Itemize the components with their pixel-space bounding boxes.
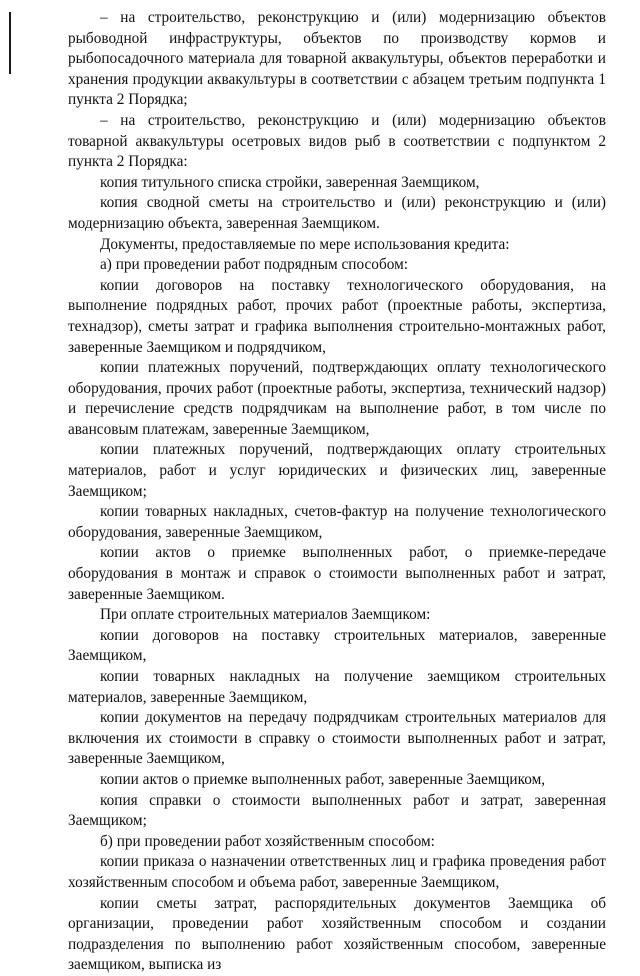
paragraph-9: копии платежных поручений, подтверждающих оплату строительных материалов, работ и услуг юридических и физических лиц, заверенные Заемщиком; xyxy=(68,441,606,500)
paragraph-20: копии сметы затрат, распорядительных документов Заемщика об организации, проведении работ хозяйственным способом и создании подразделения по выполнению работ хозяйственным способом, заверенные заемщиком, выписка из xyxy=(68,894,606,974)
paragraph-13: копии договоров на поставку строительных материалов, заверенные Заемщиком, xyxy=(68,626,606,665)
paragraph-1: – на строительство, реконструкцию и (или) модернизацию объектов рыбоводной инфраструктуры, объектов по производству кормов и рыбопосадочного материала для товарной аквакультуры, объектов переработки и хранения продукции аквакультуры в соответствии с абзацем третьим подпункта 1 пункта 2 Порядка; xyxy=(68,9,606,109)
paragraph-18: б) при проведении работ хозяйственным способом: xyxy=(100,832,435,850)
paragraph-3: копия титульного списка стройки, заверенная Заемщиком, xyxy=(100,173,480,191)
paragraph-10: копии товарных накладных, счетов-фактур на получение технологического оборудования, заверенные Заемщиком, xyxy=(68,503,606,541)
paragraph-15: копии документов на передачу подрядчикам строительных материалов для включения их стоимости в справку о стоимости выполненных работ и затрат, заверенные Заемщиком, xyxy=(68,709,606,768)
margin-line xyxy=(9,12,11,74)
paragraph-14: копии товарных накладных на получение заемщиком строительных материалов, заверенные Заемщиком, xyxy=(68,668,606,706)
paragraph-17: копия справки о стоимости выполненных работ и затрат, заверенная Заемщиком; xyxy=(68,791,606,830)
paragraph-12: При оплате строительных материалов Заемщиком: xyxy=(100,606,431,624)
paragraph-16: копии актов о приемке выполненных работ, заверенные Заемщиком, xyxy=(100,770,546,788)
paragraph-2: – на строительство, реконструкцию и (или) модернизацию объектов товарной аквакультуры осетровых видов рыб в соответствии с подпунктом 2 пункта 2 Порядка: xyxy=(68,111,606,171)
paragraph-8: копии платежных поручений, подтверждающих оплату технологического оборудования, прочих работ (проектные работы, экспертиза, технический надзор) и перечисление средств подрядчикам на выполнение работ, в том числе по авансовым платежам, заверенные Заемщиком, xyxy=(68,359,606,438)
document-body xyxy=(68,8,606,976)
paragraph-5: Документы, предоставляемые по мере использования кредита: xyxy=(100,235,510,253)
paragraph-7: копии договоров на поставку технологического оборудования, на выполнение подрядных работ, прочих работ (проектные работы, экспертиза, технадзор), сметы затрат и графика выполнения строительно-монтажных работ, заверенные Заемщиком и подрядчиком, xyxy=(68,276,606,356)
paragraph-6: а) при проведении работ подрядным способом: xyxy=(100,256,409,274)
paragraph-4: копия сводной сметы на строительство и (или) реконструкцию и (или) модернизацию объекта, заверенная Заемщиком. xyxy=(68,194,606,232)
paragraph-11: копии актов о приемке выполненных работ, о приемке-передаче оборудования в монтаж и справок о стоимости выполненных работ и затрат, заверенные Заемщиком. xyxy=(68,544,606,603)
paragraph-19: копии приказа о назначении ответственных лиц и графика проведения работ хозяйственным способом и объема работ, заверенные Заемщиком, xyxy=(68,853,606,891)
